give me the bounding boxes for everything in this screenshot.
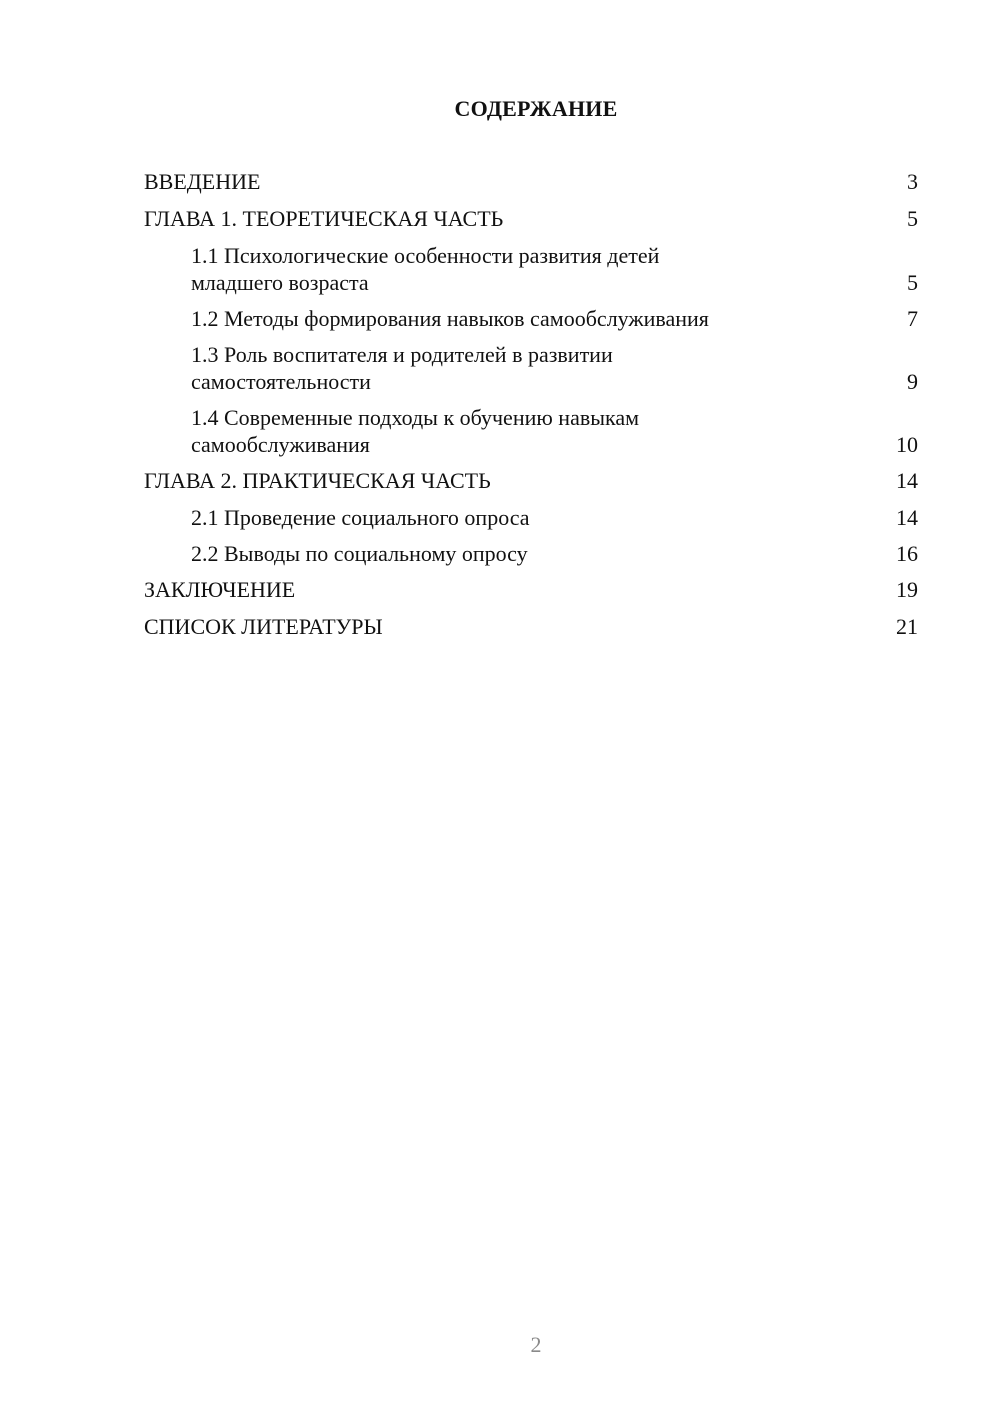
toc-entry-chapter-1[interactable]: [144, 205, 918, 233]
toc-entry-line: ГЛАВА 2. ПРАКТИЧЕСКАЯ ЧАСТЬ: [144, 468, 491, 493]
toc-entry-line: 1.2 Методы формирования навыков самообслуживания: [191, 306, 709, 331]
toc-entry-text: [144, 576, 858, 604]
toc-entry-text: [191, 540, 858, 567]
toc-page-number: 16: [896, 541, 918, 566]
toc-entry-line: 2.1 Проведение социального опроса: [191, 505, 530, 530]
toc-page-number: 3: [907, 169, 918, 194]
toc-entry-line: СПИСОК ЛИТЕРАТУРЫ: [144, 614, 383, 639]
toc-entry-section-1-2[interactable]: [144, 305, 918, 332]
toc-entry-line: 1.4 Современные подходы к обучению навыкам: [191, 405, 640, 430]
toc-entry-line: ГЛАВА 1. ТЕОРЕТИЧЕСКАЯ ЧАСТЬ: [144, 206, 504, 231]
toc-page-number: 10: [896, 432, 918, 457]
toc-entry-text: [191, 504, 858, 531]
toc-entry-section-1-4[interactable]: [144, 404, 918, 458]
toc-entry-conclusion[interactable]: [144, 576, 918, 604]
toc-page-number: 7: [907, 306, 918, 331]
toc-page-number: 19: [896, 577, 918, 602]
toc-entry-line: 1.1 Психологические особенности развития детей: [191, 243, 660, 268]
toc-entry-text: [144, 467, 858, 495]
toc-entry-line: самообслуживания: [191, 432, 370, 457]
toc-page-number: 14: [896, 468, 918, 493]
toc-entry-text: [191, 242, 858, 296]
toc-entry-text: [144, 168, 858, 196]
toc-entry-line: 1.3 Роль воспитателя и родителей в развитии: [191, 342, 613, 367]
toc-page-number: 5: [907, 206, 918, 231]
toc-entry-line: ВВЕДЕНИЕ: [144, 169, 261, 194]
toc-entry-section-1-3[interactable]: [144, 341, 918, 395]
toc-entry-text: [144, 613, 858, 641]
toc-entry-text: [144, 205, 858, 233]
toc-entry-line: самостоятельности: [191, 369, 371, 394]
toc-page-number: 21: [896, 614, 918, 639]
toc-page-number: 9: [907, 369, 918, 394]
toc-entry-section-1-1[interactable]: [144, 242, 918, 296]
toc-entry-section-2-2[interactable]: [144, 540, 918, 567]
toc-entry-line: ЗАКЛЮЧЕНИЕ: [144, 577, 296, 602]
page-title: СОДЕРЖАНИЕ: [454, 96, 618, 121]
page-number-footer: 2: [530, 1332, 542, 1357]
table-of-contents: [144, 168, 918, 650]
toc-entry-line: 2.2 Выводы по социальному опросу: [191, 541, 528, 566]
toc-entry-text: [191, 341, 858, 395]
toc-page-number: 14: [896, 505, 918, 530]
toc-page-number: 5: [907, 270, 918, 295]
toc-entry-introduction[interactable]: [144, 168, 918, 196]
toc-entry-text: [191, 305, 858, 332]
toc-entry-text: [191, 404, 858, 458]
toc-entry-line: младшего возраста: [191, 270, 369, 295]
toc-entry-references[interactable]: [144, 613, 918, 641]
toc-entry-chapter-2[interactable]: [144, 467, 918, 495]
toc-entry-section-2-1[interactable]: [144, 504, 918, 531]
